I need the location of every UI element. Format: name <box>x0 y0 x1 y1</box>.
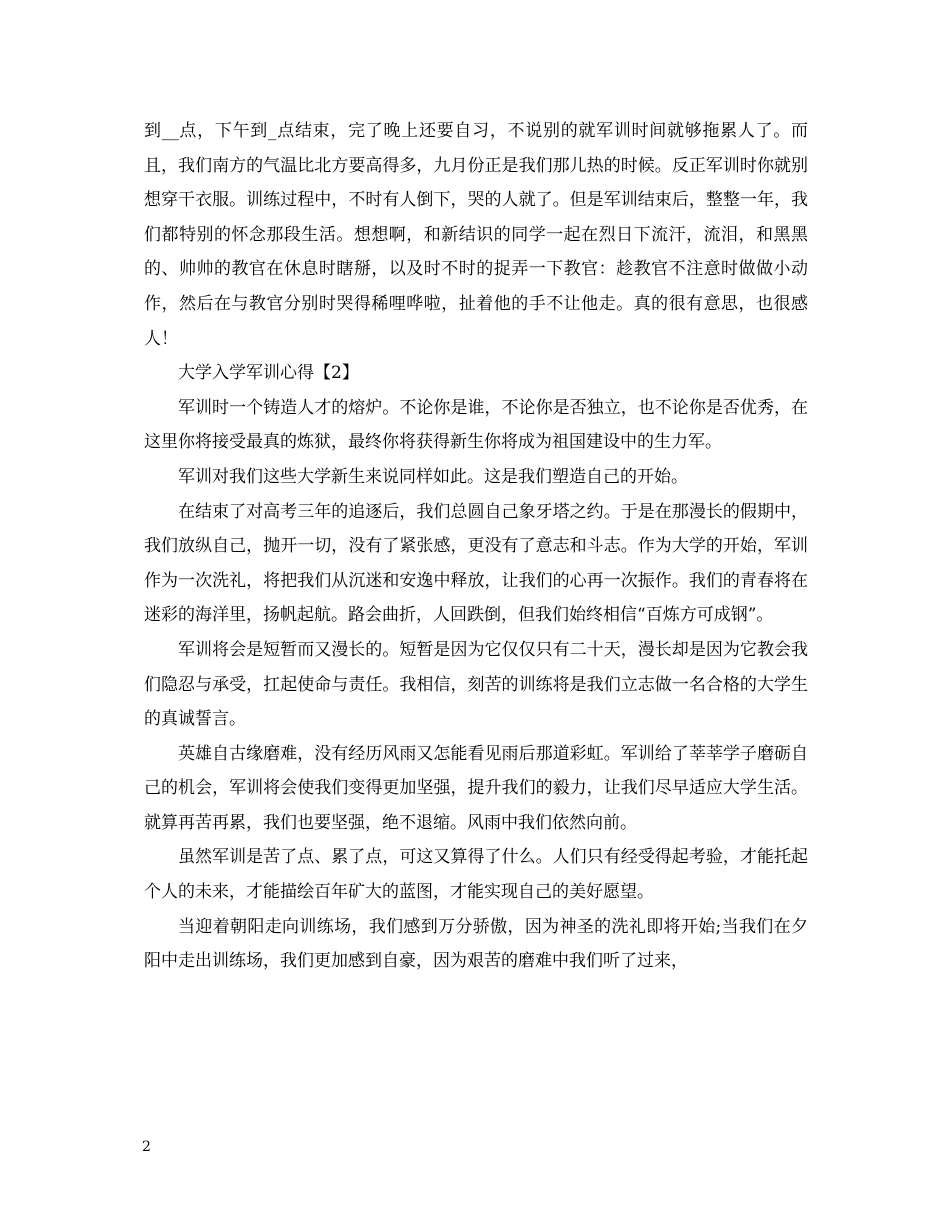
section-heading: 大学入学军训心得【2】 <box>178 363 359 384</box>
paragraph: 军训将会是短暂而又漫长的。短暂是因为它仅仅只有二十天，漫长却是因为它教会我们隐忍与承受，扛起使命与责任。我相信，刻苦的训练将是我们立志做一名合格的大学生的真诚誓言。 <box>144 639 808 730</box>
page-number: 2 <box>142 1139 151 1155</box>
paragraph: 在结束了对高考三年的追逐后，我们总圆自己象牙塔之约。于是在那漫长的假期中，我们放纵自己，抛开一切，没有了紧张感，更没有了意志和斗志。作为大学的开始，军训作为一次洗礼，将把我们从沉迷和安逸中释放，让我们的心再一次振作。我们的青春将在迷彩的海洋里，扬帆起航。路会曲折，人回跌倒，但我们始终相信“百炼方可成钢”。 <box>144 501 808 626</box>
paragraph: 到__点，下午到_点结束，完了晚上还要自习，不说别的就军训时间就够拖累人了。而且，我们南方的气温比北方要高得多，九月份正是我们那儿热的时候。反正军训时你就别想穿干衣服。训练过程中，不时有人倒下，哭的人就了。但是军训结束后，整整一年，我们都特别的怀念那段生活。想想啊，和新结识的同学一起在烈日下流汗，流泪，和黑黑的、帅帅的教官在休息时瞎掰，以及时不时的捉弄一下教官：趁教官不注意时做做小动作，然后在与教官分别时哭得稀哩哗啦，扯着他的手不让他走。真的很有意思，也很感人！ <box>144 121 808 349</box>
document-body <box>144 114 808 979</box>
paragraph: 军训时一个铸造人才的熔炉。不论你是谁，不论你是否独立，也不论你是否优秀，在这里你将接受最真的炼狱，最终你将获得新生你将成为祖国建设中的生力军。 <box>144 397 808 453</box>
paragraph: 英雄自古缘磨难，没有经历风雨又怎能看见雨后那道彩虹。军训给了莘莘学子磨砺自己的机会，军训将会使我们变得更加坚强，提升我们的毅力，让我们尽早适应大学生活。就算再苦再累，我们也要坚强，绝不退缩。风雨中我们依然向前。 <box>144 743 808 833</box>
paragraph: 军训对我们这些大学新生来说同样如此。这是我们塑造自己的开始。 <box>178 466 688 487</box>
paragraph: 虽然军训是苦了点、累了点，可这又算得了什么。人们只有经受得起考验，才能托起个人的未来，才能描绘百年矿大的蓝图，才能实现自己的美好愿望。 <box>144 847 808 903</box>
paragraph: 当迎着朝阳走向训练场，我们感到万分骄傲，因为神圣的洗礼即将开始;当我们在夕阳中走出训练场，我们更加感到自豪，因为艰苦的磨难中我们听了过来， <box>144 916 808 972</box>
